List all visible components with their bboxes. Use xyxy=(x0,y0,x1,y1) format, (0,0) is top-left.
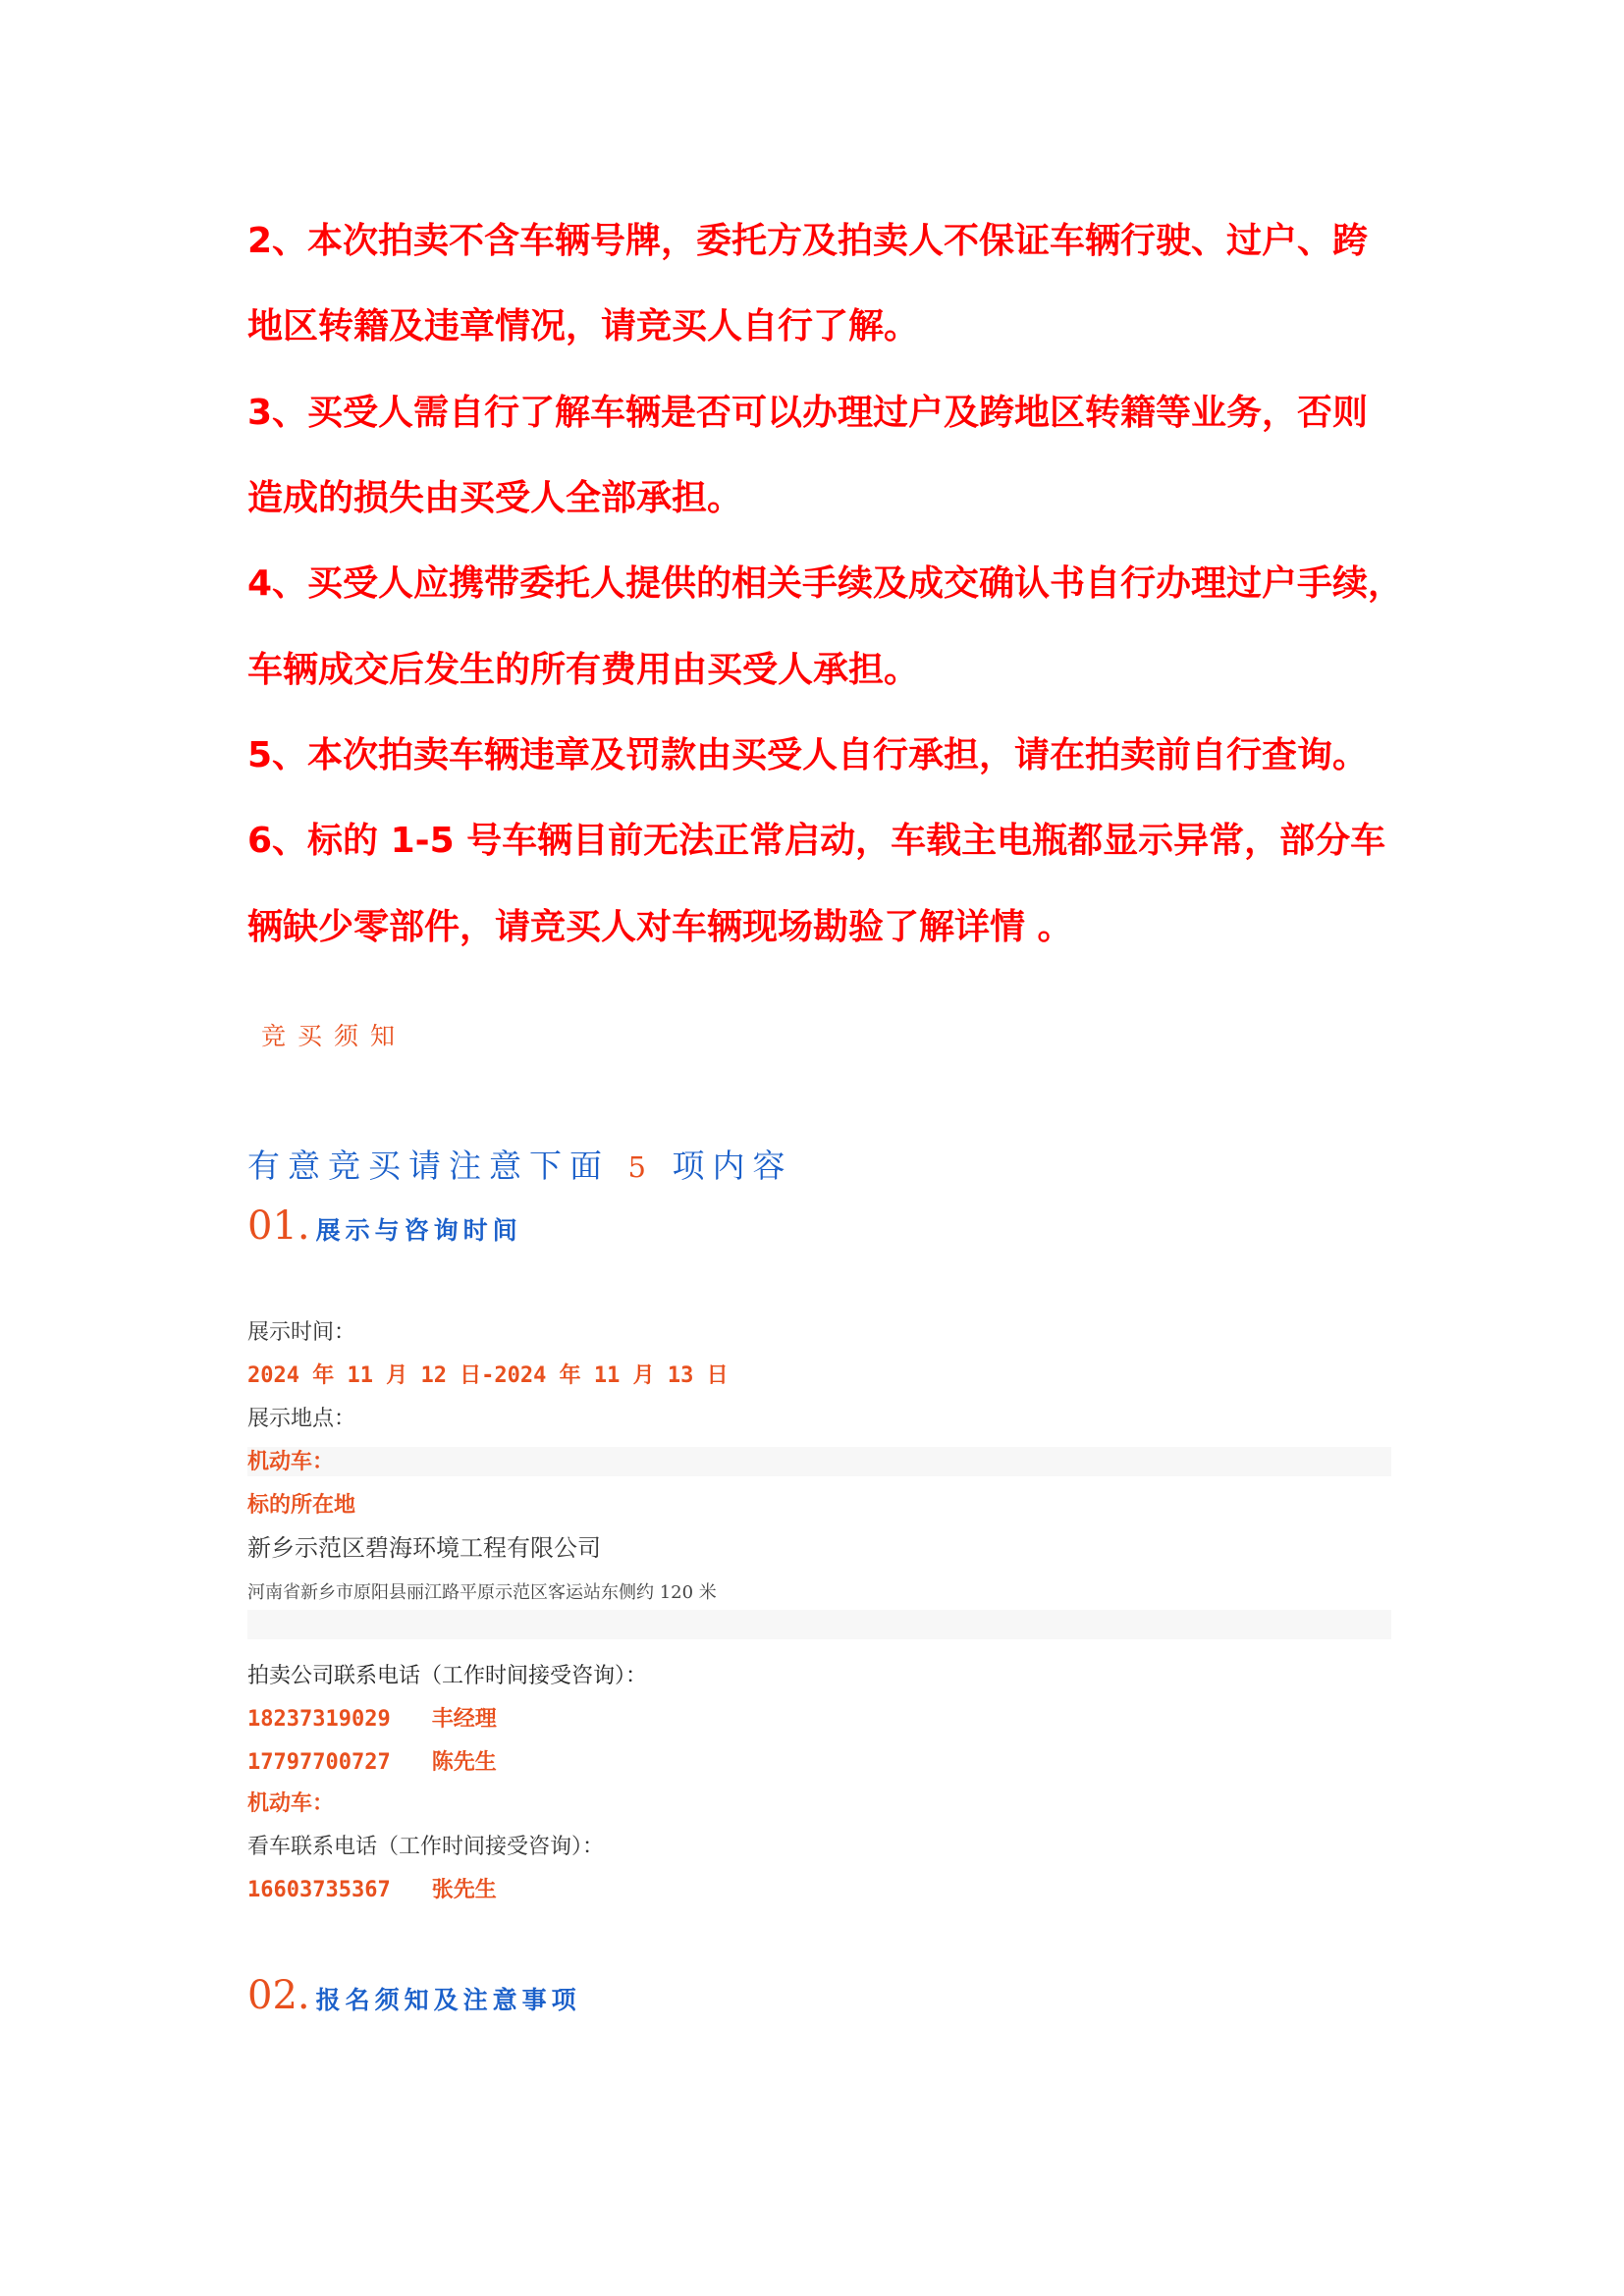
notice-line: 3、买受人需自行了解车辆是否可以办理过户及跨地区转籍等业务，否则 xyxy=(247,393,1369,433)
display-time-value: 2024 年 11 月 12 日-2024 年 11 月 13 日 xyxy=(247,1363,729,1388)
contact-phone: 17797700727 xyxy=(247,1750,391,1775)
auction-contact xyxy=(247,1706,497,1734)
notice-line: 5、本次拍卖车辆违章及罚款由买受人自行承担，请在拍卖前自行查询。 xyxy=(247,735,1369,775)
intro-text-after: 项内容 xyxy=(672,1147,793,1185)
contact-phone: 18237319029 xyxy=(247,1707,391,1732)
contact-name: 张先生 xyxy=(431,1878,497,1902)
contact-name: 丰经理 xyxy=(431,1707,497,1732)
notice-line: 6、标的 1-5 号车辆目前无法正常启动，车载主电瓶都显示异常，部分车 xyxy=(247,821,1386,861)
section-1-number: 01. xyxy=(247,1203,310,1249)
contact-phone: 16603735367 xyxy=(247,1878,391,1902)
notice-line: 2、本次拍卖不含车辆号牌，委托方及拍卖人不保证车辆行驶、过户、跨 xyxy=(247,221,1369,261)
divider-band xyxy=(247,1610,1391,1639)
display-time-label: 展示时间： xyxy=(247,1320,356,1345)
company-address: 河南省新乡市原阳县丽江路平原示范区客运站东侧约 120 米 xyxy=(247,1582,717,1603)
vehicle-label: 机动车： xyxy=(247,1450,335,1474)
section-2-heading xyxy=(247,1973,581,2018)
display-place-label: 展示地点： xyxy=(247,1407,356,1431)
vehicle-label-2: 机动车： xyxy=(247,1791,335,1816)
viewing-contact xyxy=(247,1877,497,1904)
intro-text-before: 有意竞买请注意下面 xyxy=(247,1147,610,1185)
subject-location-label: 标的所在地 xyxy=(247,1493,356,1518)
company-name: 新乡示范区碧海环境工程有限公司 xyxy=(247,1534,601,1562)
intro-title xyxy=(247,1141,792,1187)
viewing-phone-label: 看车联系电话（工作时间接受咨询）： xyxy=(247,1835,605,1859)
notice-line: 4、买受人应携带委托人提供的相关手续及成交确认书自行办理过户手续， xyxy=(247,563,1404,604)
auction-contact xyxy=(247,1749,497,1777)
notice-line: 造成的损失由买受人全部承担。 xyxy=(247,478,743,518)
section-2-number: 02. xyxy=(247,1973,310,2018)
divider-band xyxy=(247,1447,1391,1476)
section-1-heading xyxy=(247,1203,522,1249)
intro-number: 5 xyxy=(627,1150,654,1184)
contact-name: 陈先生 xyxy=(431,1750,497,1775)
notice-line: 辆缺少零部件，请竞买人对车辆现场勘验了解详情 。 xyxy=(247,907,1073,947)
notice-line: 地区转籍及违章情况，请竞买人自行了解。 xyxy=(247,306,920,347)
notice-line: 车辆成交后发生的所有费用由买受人承担。 xyxy=(247,650,920,690)
auction-phone-label: 拍卖公司联系电话（工作时间接受咨询）： xyxy=(247,1664,648,1688)
bidding-notice-heading: 竞买须知 xyxy=(261,1022,407,1050)
section-1-title: 展示与咨询时间 xyxy=(315,1216,522,1245)
section-2-title: 报名须知及注意事项 xyxy=(315,1986,581,2014)
